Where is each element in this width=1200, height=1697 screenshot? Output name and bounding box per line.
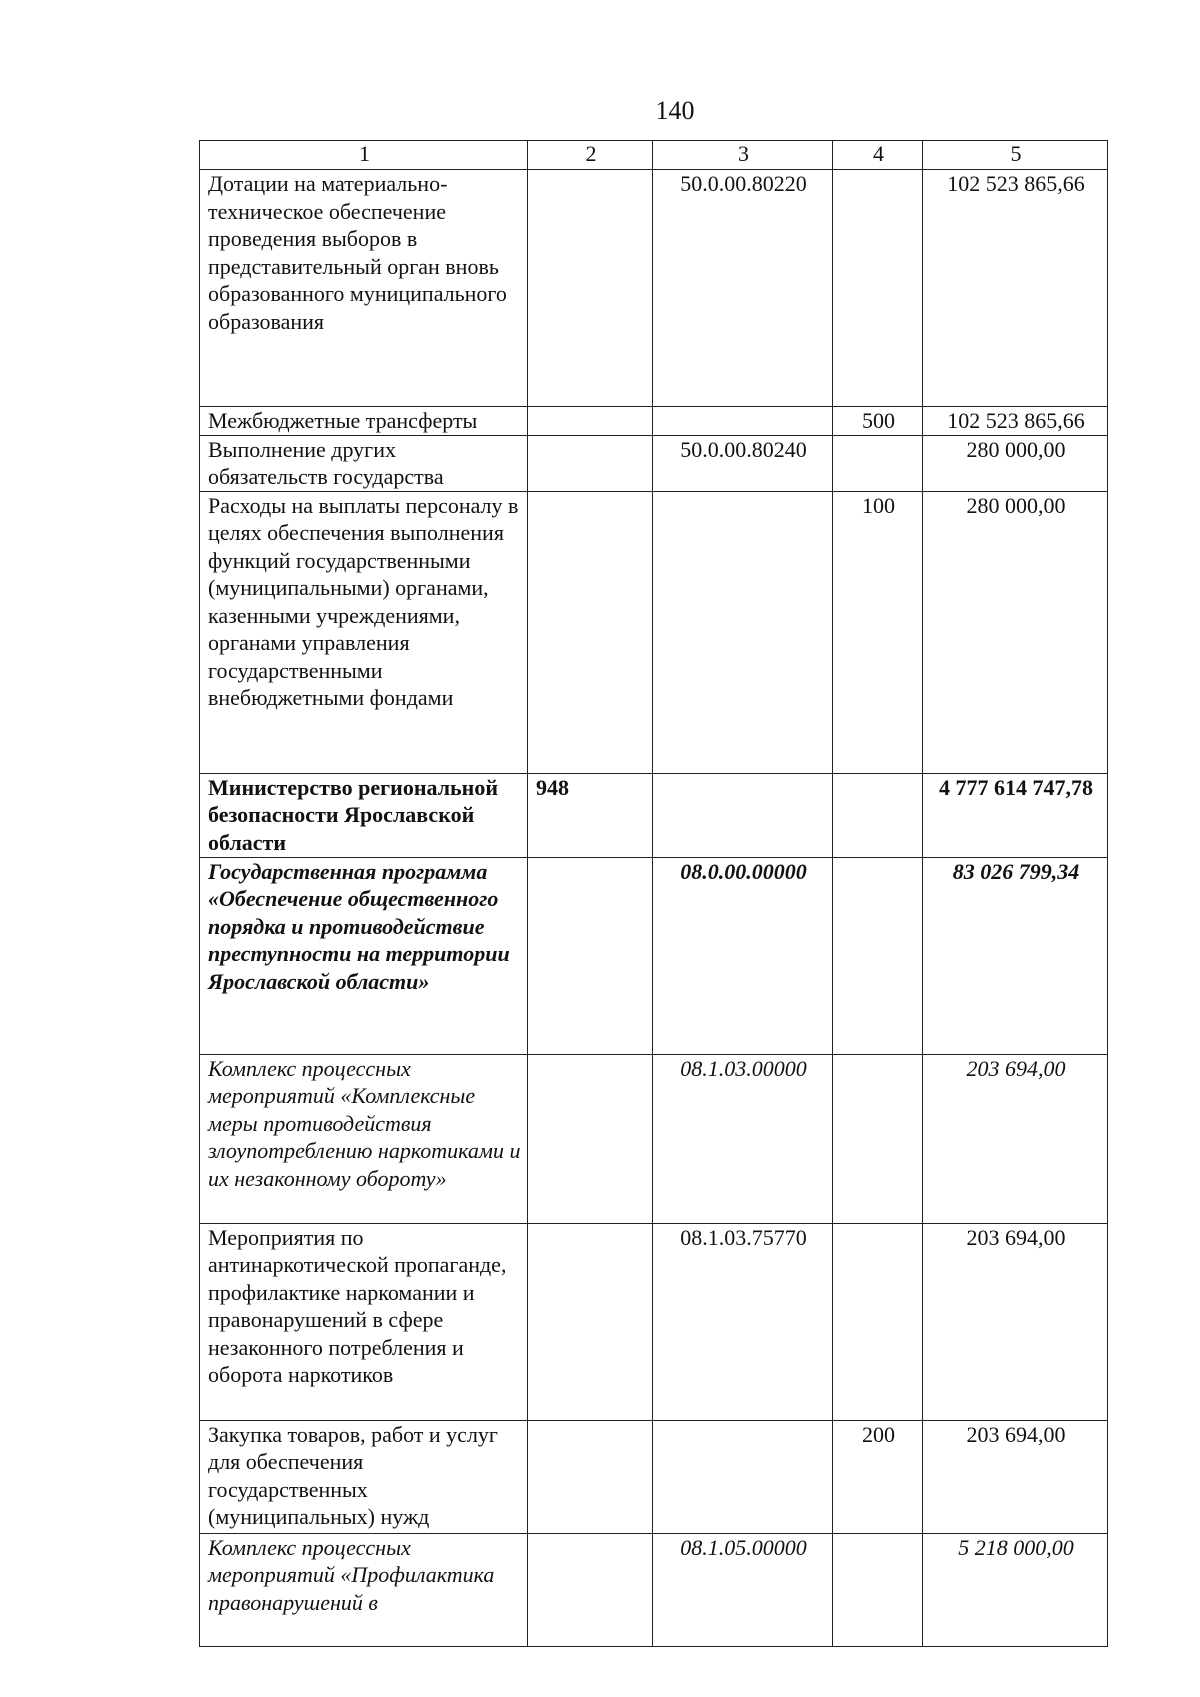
row-expense-type: 200 (833, 1420, 923, 1533)
row-expense-type (833, 170, 923, 407)
table-row (200, 491, 1108, 773)
budget-table (199, 140, 1108, 1647)
row-name: Закупка товаров, работ и услуг для обеспечения государственных (муниципальных) нужд (200, 1420, 528, 1533)
row-amount: 280 000,00 (923, 491, 1108, 773)
row-ministry (528, 435, 653, 491)
table-row (200, 435, 1108, 491)
row-amount: 83 026 799,34 (923, 857, 1108, 1054)
table-row (200, 773, 1108, 857)
row-name: Мероприятия по антинаркотической пропаганде, профилактике наркомании и правонарушений в сфере незаконного потребления и оборота наркотиков (200, 1223, 528, 1420)
row-ministry (528, 1533, 653, 1646)
row-name: Дотации на материально-техническое обеспечение проведения выборов в представительный орган вновь образованного муниципального образования (200, 170, 528, 407)
table-row (200, 407, 1108, 436)
row-target: 08.1.05.00000 (653, 1533, 833, 1646)
row-target (653, 407, 833, 436)
header-col-4: 4 (833, 141, 923, 170)
row-amount: 203 694,00 (923, 1054, 1108, 1223)
row-amount: 102 523 865,66 (923, 407, 1108, 436)
row-ministry: 948 (528, 773, 653, 857)
row-name: Комплекс процессных мероприятий «Профилактика правонарушений в (200, 1533, 528, 1646)
row-target (653, 491, 833, 773)
row-expense-type: 100 (833, 491, 923, 773)
row-amount: 203 694,00 (923, 1223, 1108, 1420)
header-col-5: 5 (923, 141, 1108, 170)
row-ministry (528, 491, 653, 773)
table-row (200, 1054, 1108, 1223)
row-name: Межбюджетные трансферты (200, 407, 528, 436)
row-expense-type (833, 857, 923, 1054)
row-name: Государственная программа «Обеспечение общественного порядка и противодействие преступности на территории Ярославской области» (200, 857, 528, 1054)
row-name: Выполнение других обязательств государства (200, 435, 528, 491)
row-ministry (528, 1420, 653, 1533)
row-target: 50.0.00.80240 (653, 435, 833, 491)
row-amount: 4 777 614 747,78 (923, 773, 1108, 857)
row-target: 08.0.00.00000 (653, 857, 833, 1054)
row-ministry (528, 1223, 653, 1420)
table-header-row (200, 141, 1108, 170)
table-row (200, 170, 1108, 407)
table-row (200, 857, 1108, 1054)
row-ministry (528, 857, 653, 1054)
row-target: 08.1.03.00000 (653, 1054, 833, 1223)
row-name: Министерство региональной безопасности Ярославской области (200, 773, 528, 857)
row-name: Комплекс процессных мероприятий «Комплексные меры противодействия злоупотреблению наркотиками и их незаконному обороту» (200, 1054, 528, 1223)
row-name: Расходы на выплаты персоналу в целях обеспечения выполнения функций государственными (муниципальными) органами, казенными учреждениями, органами управления государственными внебюджетными фондами (200, 491, 528, 773)
header-col-2: 2 (528, 141, 653, 170)
row-amount: 5 218 000,00 (923, 1533, 1108, 1646)
row-expense-type (833, 1054, 923, 1223)
row-ministry (528, 170, 653, 407)
row-amount: 203 694,00 (923, 1420, 1108, 1533)
header-col-1: 1 (200, 141, 528, 170)
row-target (653, 773, 833, 857)
row-target: 08.1.03.75770 (653, 1223, 833, 1420)
row-amount: 280 000,00 (923, 435, 1108, 491)
header-col-3: 3 (653, 141, 833, 170)
row-target: 50.0.00.80220 (653, 170, 833, 407)
row-ministry (528, 1054, 653, 1223)
row-ministry (528, 407, 653, 436)
row-expense-type: 500 (833, 407, 923, 436)
row-target (653, 1420, 833, 1533)
row-amount: 102 523 865,66 (923, 170, 1108, 407)
table-row (200, 1420, 1108, 1533)
row-expense-type (833, 1533, 923, 1646)
table-row (200, 1223, 1108, 1420)
row-expense-type (833, 773, 923, 857)
table-row (200, 1533, 1108, 1646)
page-number: 140 (655, 96, 695, 125)
row-expense-type (833, 1223, 923, 1420)
row-expense-type (833, 435, 923, 491)
